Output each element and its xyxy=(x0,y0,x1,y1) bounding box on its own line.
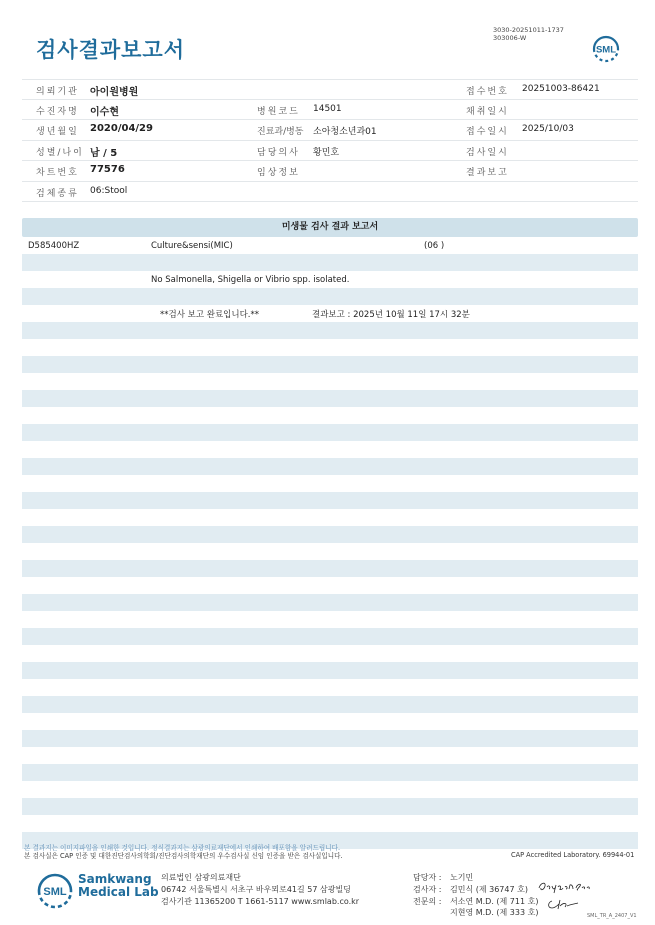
result-stripe xyxy=(22,254,638,271)
clinical-label: 임상정보 xyxy=(257,168,300,178)
result-stripe xyxy=(22,458,638,475)
result-stripe xyxy=(22,322,638,339)
sml-logo-icon xyxy=(589,35,623,63)
result-reported-at: 결과보고 : 2025년 10월 11일 17시 32분 xyxy=(312,310,470,320)
result-stripe xyxy=(22,288,638,305)
report-date-label: 결과보고 xyxy=(466,168,509,178)
result-code: D585400HZ xyxy=(28,241,80,251)
result-stripe xyxy=(22,594,638,611)
specimen-value: 06:Stool xyxy=(90,185,128,196)
result-section-title: 미생물 검사 결과 보고서 xyxy=(22,218,638,237)
cap-accreditation: CAP Accredited Laboratory. 69944-01 xyxy=(511,851,635,859)
dept-label: 진료과/병동 xyxy=(257,127,304,137)
accreditation-notice: 본 검사실은 CAP 인증 및 대한진단검사의학회/진단검사의학재단의 우수검사실 신임 인증을 받은 검사실입니다. xyxy=(24,852,343,860)
owner-value: 노기민 xyxy=(450,873,474,882)
result-stripe xyxy=(22,356,638,373)
info-row xyxy=(22,79,638,100)
result-finding: No Salmonella, Shigella or Vibrio spp. isolated. xyxy=(151,275,350,285)
result-stripe xyxy=(22,696,638,713)
receipt-date-value: 2025/10/03 xyxy=(522,124,574,134)
hospital-code-value: 14501 xyxy=(313,103,342,114)
tester-label: 검사자 : xyxy=(413,885,442,894)
specialist-label: 전문의 : xyxy=(413,897,442,906)
result-stripe xyxy=(22,424,638,441)
info-row xyxy=(22,182,638,203)
chart-label: 차트번호 xyxy=(36,168,79,178)
info-row xyxy=(22,161,638,182)
result-test-name: Culture&sensi(MIC) xyxy=(151,241,233,251)
image-notice: 본 결과지는 이미지파일을 인쇄한 것입니다. 정식결과지는 삼광의료재단에서 인쇄하여 배포함을 알려드립니다. xyxy=(24,844,341,852)
result-stripe xyxy=(22,526,638,543)
receipt-no-label: 접수번호 xyxy=(466,87,509,97)
result-stripe xyxy=(22,798,638,815)
result-stripe xyxy=(22,492,638,509)
receipt-date-label: 접수일시 xyxy=(466,127,509,137)
org-address: 06742 서울특별시 서초구 바우뫼로41길 57 삼광빌딩 xyxy=(161,885,351,894)
footer-logo-text: SML xyxy=(43,886,67,898)
info-row xyxy=(22,141,638,162)
doc-code-1: 3030-20251011-1737 xyxy=(493,26,564,34)
doctor-label: 담당의사 xyxy=(257,147,300,158)
hospital-code-label: 병원코드 xyxy=(257,106,300,117)
result-stripe xyxy=(22,662,638,679)
dept-value: 소아청소년과01 xyxy=(313,127,377,137)
result-completed: **검사 보고 완료입니다.** xyxy=(160,310,260,320)
specialist-1-value: 서소연 M.D. (제 711 호) xyxy=(450,897,539,906)
org-name: 의료법인 삼광의료재단 xyxy=(161,873,241,882)
lab-name-line-1: Samkwang xyxy=(78,872,152,886)
page-title: 검사결과보고서 xyxy=(36,38,186,62)
result-specimen-code: (06 ) xyxy=(424,241,445,251)
info-row xyxy=(22,100,638,121)
org-contact: 검사기관 11365200 T 1661-5117 www.smlab.co.kr xyxy=(161,897,360,906)
lab-name-line-2: Medical Lab xyxy=(78,885,159,899)
dob-label: 생년월일 xyxy=(36,127,79,137)
doctor-value: 황민호 xyxy=(313,147,340,158)
receipt-no-value: 20251003-86421 xyxy=(522,84,600,94)
signature-1-icon xyxy=(537,878,591,894)
sml-logo-text: SML xyxy=(595,44,617,56)
name-value: 이수현 xyxy=(90,106,119,118)
result-stripe xyxy=(22,730,638,747)
chart-value: 77576 xyxy=(90,164,125,175)
result-stripe xyxy=(22,628,638,645)
institution-value: 아이원병원 xyxy=(90,87,139,98)
result-stripes xyxy=(22,237,638,834)
sex-age-value: 남 / 5 xyxy=(90,147,118,159)
patient-info-table xyxy=(22,79,638,202)
document-codes xyxy=(493,26,564,42)
signature-2-icon xyxy=(546,896,580,912)
info-row xyxy=(22,120,638,141)
result-stripe xyxy=(22,560,638,577)
doc-code-2: 303006-W xyxy=(493,34,527,42)
dob-value: 2020/04/29 xyxy=(90,123,153,134)
result-stripe xyxy=(22,390,638,407)
institution-label: 의뢰기관 xyxy=(36,87,79,97)
form-number: SML_TR_A_2407_V1 xyxy=(587,913,637,919)
tester-value: 김민식 (제 36747 호) xyxy=(450,885,528,894)
sex-age-label: 성별/나이 xyxy=(36,147,84,158)
collect-date-label: 채취일시 xyxy=(466,106,509,117)
specimen-label: 검체종류 xyxy=(36,188,79,199)
specialist-2-value: 지현영 M.D. (제 333 호) xyxy=(450,908,539,917)
owner-label: 담당자 : xyxy=(413,873,442,882)
result-stripe xyxy=(22,764,638,781)
name-label: 수진자명 xyxy=(36,106,79,117)
test-date-label: 검사일시 xyxy=(466,147,509,158)
